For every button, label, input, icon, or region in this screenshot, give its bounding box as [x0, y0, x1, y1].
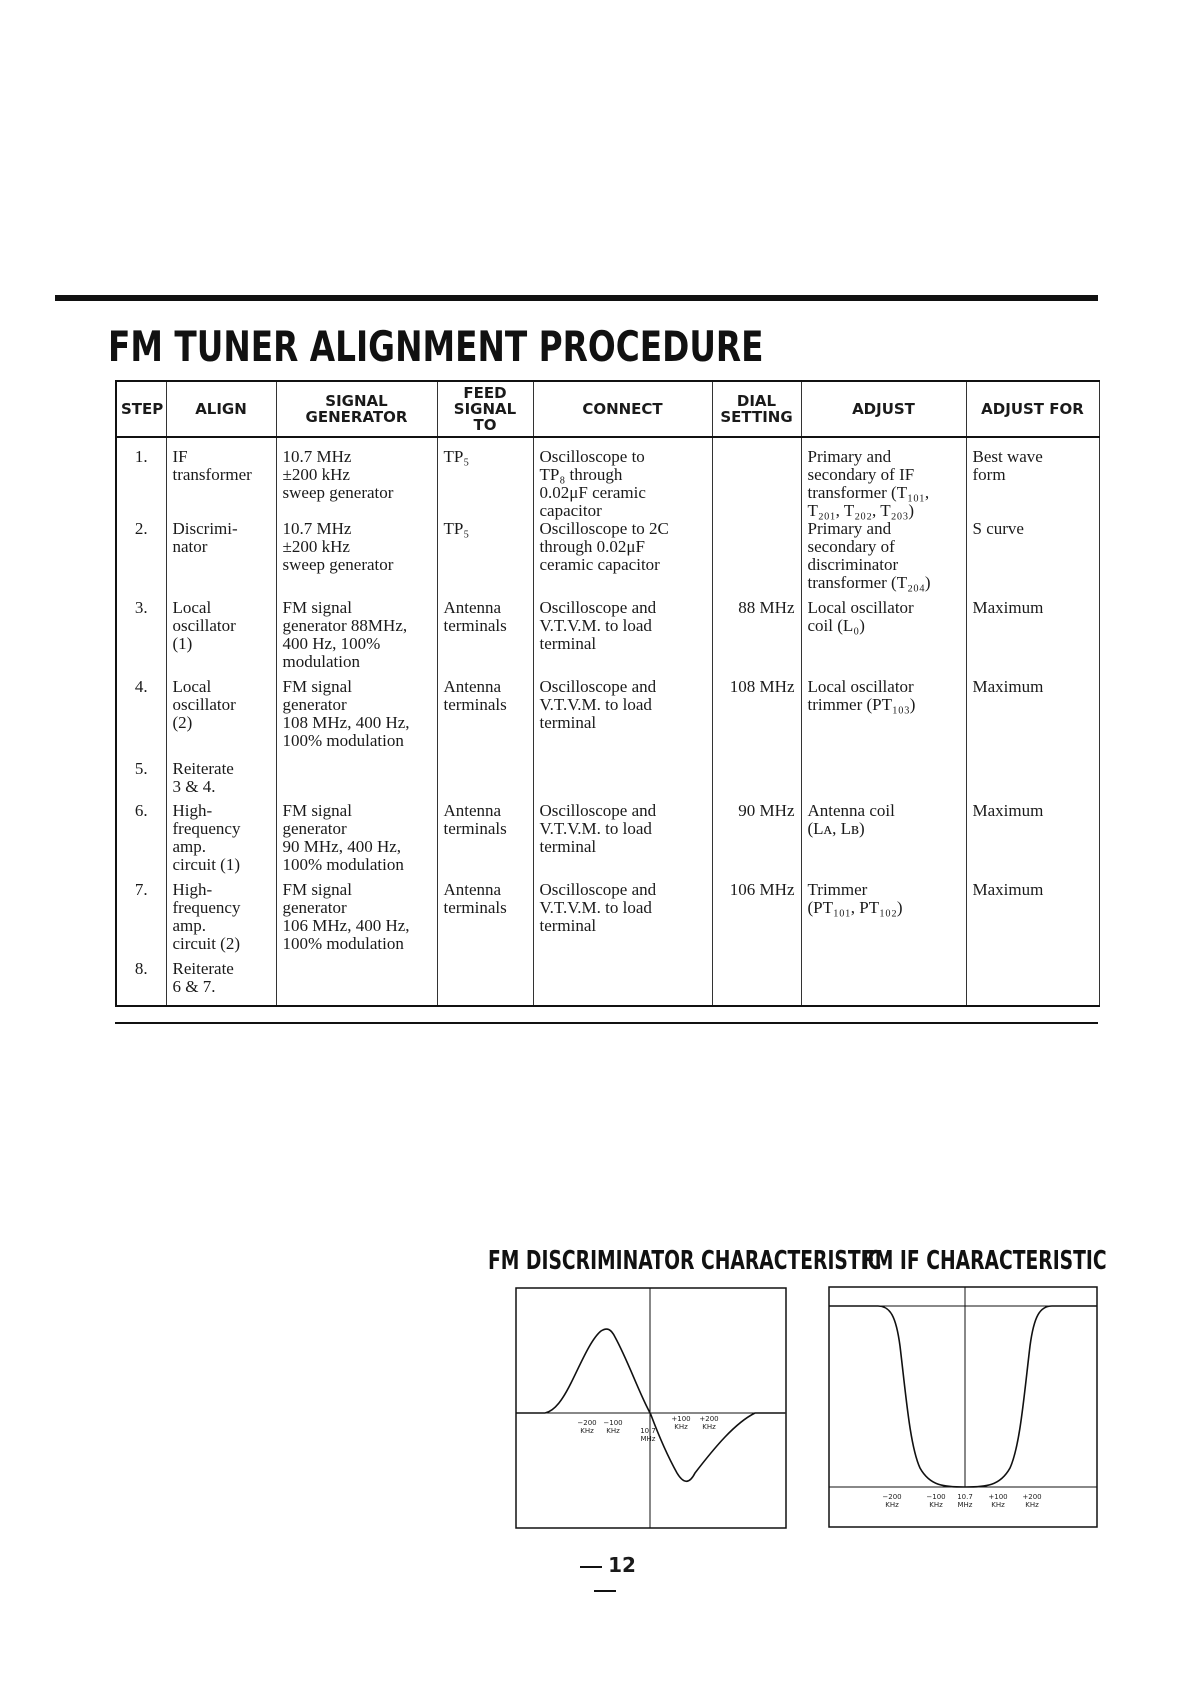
cell-feed: TP₅	[437, 520, 533, 599]
cell-align: IF transformer	[166, 437, 276, 520]
cell-adjust	[801, 960, 966, 1006]
cell-connect: Oscilloscope and V.T.V.M. to load terminal	[533, 678, 712, 760]
header-adjust-for: ADJUST FOR	[966, 381, 1099, 437]
cell-signal: FM signal generator 108 MHz, 400 Hz, 100% modulation	[276, 678, 437, 760]
cell-dial	[712, 960, 801, 1006]
cell-signal	[276, 960, 437, 1006]
cell-feed: Antenna terminals	[437, 599, 533, 678]
cell-align: Local oscillator (1)	[166, 599, 276, 678]
page-number-dash-right	[594, 1590, 616, 1592]
cell-step: 5.	[116, 760, 166, 802]
discriminator-chart-title: FM DISCRIMINATOR CHARACTERISTIC	[488, 1246, 882, 1276]
discriminator-chart	[515, 1287, 787, 1529]
if-tick-center-unit: MHz	[957, 1501, 973, 1509]
cell-step: 7.	[116, 881, 166, 960]
discriminator-tick-center: 10.7	[640, 1427, 656, 1435]
if-tick-plus100-unit: KHz	[991, 1501, 1005, 1509]
cell-step: 2.	[116, 520, 166, 599]
top-rule	[55, 295, 1098, 301]
cell-adjust: Primary and secondary of discriminator transformer (T₂₀₄)	[801, 520, 966, 599]
cell-signal: FM signal generator 106 MHz, 400 Hz, 100% modulation	[276, 881, 437, 960]
table-row	[116, 520, 1099, 599]
table-row	[116, 678, 1099, 760]
cell-adjust: Trimmer (PT₁₀₁, PT₁₀₂)	[801, 881, 966, 960]
cell-step: 3.	[116, 599, 166, 678]
alignment-table	[115, 380, 1100, 1007]
cell-adjust: Antenna coil (Lᴀ, Lʙ)	[801, 802, 966, 881]
cell-connect	[533, 960, 712, 1006]
if-tick-plus200: +200	[1022, 1493, 1042, 1501]
cell-signal: 10.7 MHz ±200 kHz sweep generator	[276, 437, 437, 520]
table-row	[116, 960, 1099, 1006]
if-chart-title: FM IF CHARACTERISTIC	[862, 1246, 1107, 1276]
header-signal-generator: SIGNAL GENERATOR	[276, 381, 437, 437]
if-tick-plus200-unit: KHz	[1025, 1501, 1039, 1509]
if-u-curve	[829, 1306, 1097, 1487]
discriminator-tick-center-unit: MHz	[640, 1435, 656, 1443]
cell-connect: Oscilloscope and V.T.V.M. to load terminal	[533, 881, 712, 960]
table-body	[116, 437, 1099, 1006]
page-number-value: 12	[608, 1553, 636, 1577]
header-step: STEP	[116, 381, 166, 437]
cell-adjust-for	[966, 960, 1099, 1006]
table-row	[116, 881, 1099, 960]
if-tick-minus200-unit: KHz	[885, 1501, 899, 1509]
cell-adjust-for: Maximum	[966, 599, 1099, 678]
table-row	[116, 802, 1099, 881]
cell-step: 6.	[116, 802, 166, 881]
cell-align: Reiterate 3 & 4.	[166, 760, 276, 802]
discriminator-tick-minus200: −200	[577, 1419, 597, 1427]
cell-adjust: Local oscillator coil (L₀)	[801, 599, 966, 678]
header-dial-setting: DIAL SETTING	[712, 381, 801, 437]
discriminator-tick-plus200-unit: KHz	[702, 1423, 716, 1431]
cell-dial	[712, 437, 801, 520]
discriminator-tick-minus100: −100	[603, 1419, 623, 1427]
cell-dial	[712, 520, 801, 599]
cell-adjust-for: Maximum	[966, 678, 1099, 760]
if-tick-minus200: −200	[882, 1493, 902, 1501]
cell-signal	[276, 760, 437, 802]
cell-feed: Antenna terminals	[437, 678, 533, 760]
table-row	[116, 599, 1099, 678]
cell-step: 8.	[116, 960, 166, 1006]
cell-dial	[712, 760, 801, 802]
cell-align: High- frequency amp. circuit (2)	[166, 881, 276, 960]
discriminator-tick-plus100-unit: KHz	[674, 1423, 688, 1431]
cell-connect	[533, 760, 712, 802]
cell-adjust-for: Maximum	[966, 881, 1099, 960]
cell-feed: Antenna terminals	[437, 802, 533, 881]
cell-connect: Oscilloscope and V.T.V.M. to load terminal	[533, 802, 712, 881]
alignment-table-container	[115, 380, 1098, 1007]
page-number-dash-left	[580, 1566, 602, 1568]
cell-connect: Oscilloscope and V.T.V.M. to load terminal	[533, 599, 712, 678]
cell-connect: Oscilloscope to TP₈ through 0.02μF ceramic capacitor	[533, 437, 712, 520]
cell-signal: FM signal generator 90 MHz, 400 Hz, 100% modulation	[276, 802, 437, 881]
discriminator-tick-minus100-unit: KHz	[606, 1427, 620, 1435]
if-tick-minus100-unit: KHz	[929, 1501, 943, 1509]
cell-signal: 10.7 MHz ±200 kHz sweep generator	[276, 520, 437, 599]
if-tick-minus100: −100	[926, 1493, 946, 1501]
if-tick-plus100: +100	[988, 1493, 1008, 1501]
discriminator-tick-plus100: +100	[671, 1415, 691, 1423]
page-number	[560, 1553, 650, 1601]
cell-align: Reiterate 6 & 7.	[166, 960, 276, 1006]
cell-adjust-for: Best wave form	[966, 437, 1099, 520]
table-row	[116, 437, 1099, 520]
cell-align: Discrimi- nator	[166, 520, 276, 599]
if-chart	[828, 1286, 1098, 1528]
cell-dial: 108 MHz	[712, 678, 801, 760]
cell-adjust	[801, 760, 966, 802]
if-tick-center: 10.7	[957, 1493, 973, 1501]
cell-connect: Oscilloscope to 2C through 0.02μF ceramic capacitor	[533, 520, 712, 599]
table-row	[116, 760, 1099, 802]
bottom-rule	[115, 1022, 1098, 1024]
discriminator-tick-minus200-unit: KHz	[580, 1427, 594, 1435]
cell-adjust-for: S curve	[966, 520, 1099, 599]
cell-adjust: Local oscillator trimmer (PT₁₀₃)	[801, 678, 966, 760]
page-title: FM TUNER ALIGNMENT PROCEDURE	[108, 322, 764, 371]
cell-dial: 90 MHz	[712, 802, 801, 881]
cell-step: 1.	[116, 437, 166, 520]
cell-feed	[437, 760, 533, 802]
cell-feed: Antenna terminals	[437, 881, 533, 960]
cell-adjust-for	[966, 760, 1099, 802]
if-chart-frame	[829, 1287, 1097, 1527]
header-connect: CONNECT	[533, 381, 712, 437]
header-adjust: ADJUST	[801, 381, 966, 437]
cell-feed	[437, 960, 533, 1006]
cell-adjust: Primary and secondary of IF transformer (T₁₀₁, T₂₀₁, T₂₀₂, T₂₀₃)	[801, 437, 966, 520]
cell-align: High- frequency amp. circuit (1)	[166, 802, 276, 881]
cell-feed: TP₅	[437, 437, 533, 520]
discriminator-tick-plus200: +200	[699, 1415, 719, 1423]
cell-step: 4.	[116, 678, 166, 760]
table-header-row	[116, 381, 1099, 437]
cell-signal: FM signal generator 88MHz, 400 Hz, 100% modulation	[276, 599, 437, 678]
cell-dial: 88 MHz	[712, 599, 801, 678]
cell-adjust-for: Maximum	[966, 802, 1099, 881]
cell-align: Local oscillator (2)	[166, 678, 276, 760]
discriminator-chart-frame	[516, 1288, 786, 1528]
header-feed-signal-to: FEED SIGNAL TO	[437, 381, 533, 437]
cell-dial: 106 MHz	[712, 881, 801, 960]
header-align: ALIGN	[166, 381, 276, 437]
